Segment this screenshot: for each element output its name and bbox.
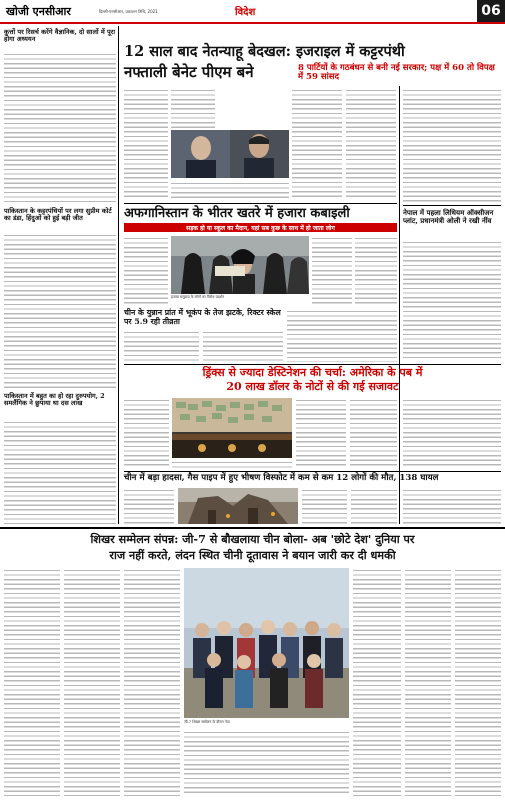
article-body bbox=[171, 181, 289, 201]
divider bbox=[124, 471, 501, 472]
article-body bbox=[287, 309, 397, 362]
article-body bbox=[302, 488, 347, 524]
article-body bbox=[124, 330, 199, 362]
article-body bbox=[4, 568, 60, 796]
main-headline-line2: नफ्ताली बेनेट पीएम बने bbox=[124, 63, 254, 81]
afghan-story-photo bbox=[171, 236, 309, 294]
story-headline: पाकिस्तान में बहुत का हो रहा दुरुपयोग, 2 समलैंगिक ने छुपाया था दस लाख bbox=[4, 392, 105, 408]
main-story-photo bbox=[171, 130, 289, 178]
article-body bbox=[403, 88, 501, 203]
article-body bbox=[296, 398, 346, 468]
article-body bbox=[351, 488, 397, 524]
article-body bbox=[184, 730, 349, 796]
article-body bbox=[312, 236, 352, 306]
divider bbox=[124, 364, 501, 365]
gas-headline: चीन में बड़ा हादसा, गैस पाइप में हुए भीषण विस्फोट में कम से कम 12 लोगों की मौत, 138 घायल bbox=[124, 473, 439, 483]
article-body bbox=[124, 88, 168, 200]
article-body bbox=[124, 568, 180, 796]
g7-headline-line2: राज नहीं करते, लंदन स्थित चीनी दूतावास ने बयान जारी कर दी धमकी bbox=[109, 548, 396, 562]
gas-explosion-photo bbox=[178, 488, 298, 524]
article-body bbox=[203, 330, 283, 362]
bar-dollar-notes-photo bbox=[172, 398, 292, 458]
story-headline: पाकिस्तान के कट्टरपंथियों पर लगा सुप्रीम कोर्ट का डंडा, हिंदुओं को हुई बड़ी जीत bbox=[4, 207, 112, 223]
divider bbox=[0, 527, 505, 529]
photo-caption: जी-7 शिखर सम्मेलन के दौरान नेता bbox=[184, 720, 230, 724]
dateline: दिल्ली-एनसीआर, प्रकाशन तिथि, 2021 bbox=[98, 8, 158, 14]
section-title: विदेश bbox=[235, 7, 256, 18]
photo-caption: हजारा समुदाय के लोगों का विरोध प्रदर्शन bbox=[171, 295, 224, 299]
article-body bbox=[124, 236, 168, 306]
story-headline: नेपाल में पहला लिथियम ऑक्सीजन प्लांट, प्रधानमंत्री ओली ने रखी नींव bbox=[403, 208, 494, 225]
main-subhead: 8 पार्टियों के गठबंधन से बनी नई सरकार; पक्ष में 60 तो विपक्ष में 59 सांसद bbox=[298, 63, 495, 83]
article-body bbox=[403, 488, 501, 524]
article-body bbox=[171, 88, 215, 128]
drinks-headline-line2: 20 लाख डॉलर के नोटों से की गई सजावट bbox=[226, 380, 399, 393]
article-body bbox=[4, 233, 116, 388]
article-body bbox=[355, 236, 397, 306]
article-body bbox=[346, 88, 396, 200]
article-body bbox=[405, 568, 451, 796]
article-body bbox=[124, 488, 174, 524]
story-headline: कुत्तों पर रिसर्च करेंगे वैज्ञानिक, दो सालों में पूरा होगा अध्ययन bbox=[4, 28, 116, 44]
column-divider bbox=[118, 26, 119, 524]
afghan-headline: अफगानिस्तान के भीतर खतरे में हजारा कबाइली bbox=[124, 206, 350, 221]
article-body bbox=[403, 398, 501, 468]
article-body bbox=[64, 568, 120, 796]
column-divider bbox=[399, 86, 400, 524]
article-body bbox=[124, 398, 169, 468]
main-headline-line1: 12 साल बाद नेतन्याहू बेदखल: इजराइल में कट्टरपंथी bbox=[124, 43, 405, 60]
article-body bbox=[4, 420, 116, 524]
afghan-subhead: सड़क हो या स्कूल का मैदान, यहां सब कुछ के साथ में हो जाता लोग bbox=[124, 223, 397, 232]
g7-leaders-photo bbox=[184, 568, 349, 718]
article-body bbox=[4, 52, 116, 202]
divider bbox=[124, 203, 397, 204]
story-headline: चीन के युन्नान प्रांत में भूकंप के तेज झटके, रिक्टर स्केल पर 5.9 रही तीव्रता bbox=[124, 308, 281, 326]
article-body bbox=[455, 568, 501, 796]
drinks-headline-line1: ड्रिंक्स से ज्यादा डेस्टिनेशन की चर्चा: अमेरिका के पब में bbox=[202, 366, 423, 379]
article-body bbox=[350, 398, 397, 468]
article-body bbox=[292, 88, 342, 200]
article-body bbox=[403, 240, 501, 360]
g7-headline-line1: शिखर सम्मेलन संपन्न: जी-7 से बौखलाया चीन बोला- अब 'छोटे देश' दुनिया पर bbox=[90, 532, 415, 546]
page-number: 06 bbox=[477, 0, 505, 22]
article-body bbox=[172, 460, 292, 468]
newspaper-logo: खोजी एनसीआर bbox=[6, 4, 71, 18]
article-body bbox=[353, 568, 401, 796]
divider bbox=[403, 205, 501, 206]
